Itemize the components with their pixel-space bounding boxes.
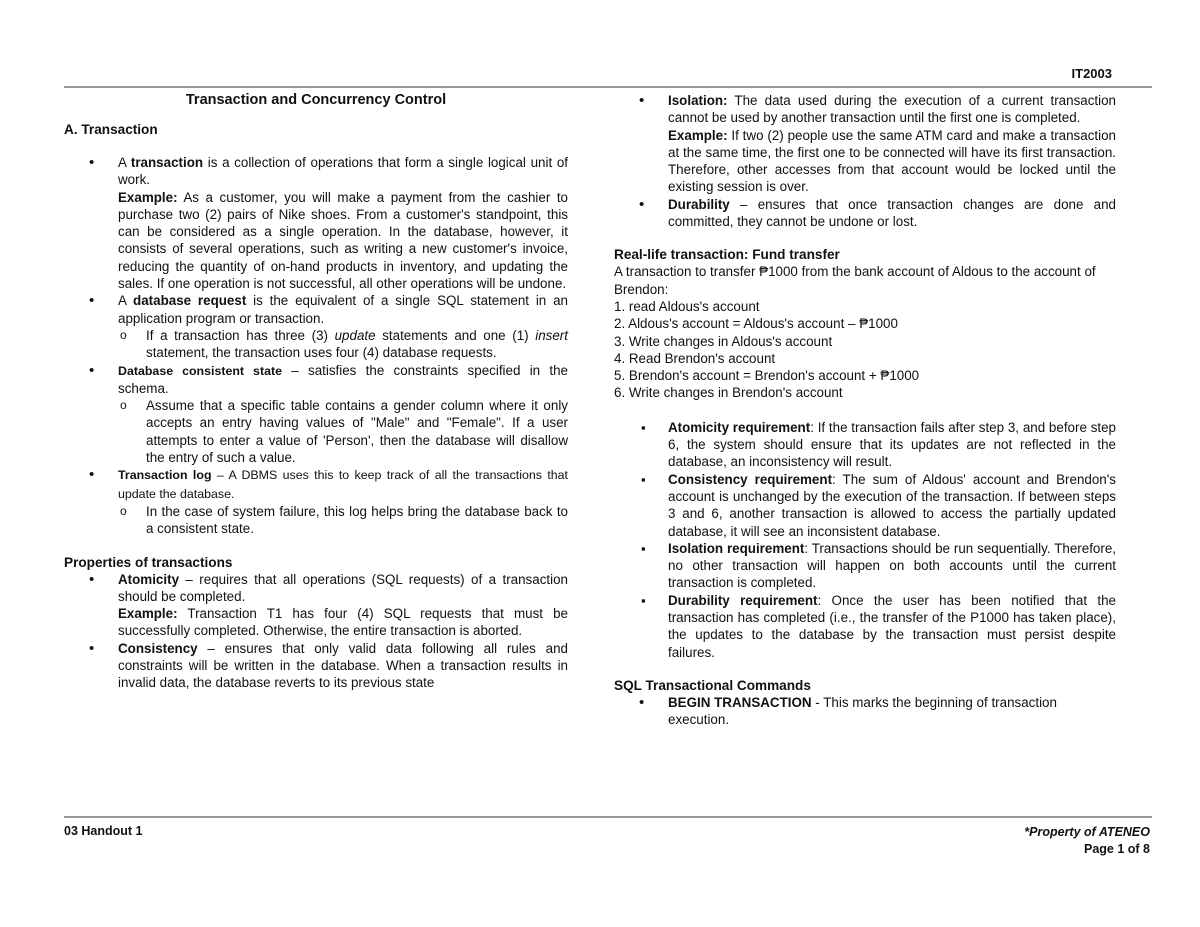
term-consistent-state: Database consistent state bbox=[118, 363, 282, 378]
step-item: 5. Brendon's account = Brendon's account + ₱1000 bbox=[614, 368, 920, 384]
properties-list bbox=[64, 571, 568, 692]
list-item-database-request bbox=[64, 292, 568, 361]
list-item-consistent-state bbox=[64, 362, 568, 467]
isolation-definition bbox=[668, 92, 1116, 127]
isolation-example bbox=[668, 127, 1116, 196]
left-column bbox=[64, 92, 568, 692]
fund-transfer-intro: A transaction to transfer ₱1000 from the bank account of Aldous to the account of Brendon: bbox=[614, 264, 1096, 297]
list-item-atomicity-requirement bbox=[614, 419, 1116, 471]
properties-heading: Properties of transactions bbox=[64, 554, 233, 570]
term-database-request: database request bbox=[133, 293, 247, 309]
example-text: Transaction T1 has four (4) SQL requests that must be successfully completed. Otherwise, the entire transaction is aborted. bbox=[118, 606, 568, 639]
text: The data used during the execution of a current transaction cannot be used by another transaction until the first one is completed. bbox=[668, 93, 1116, 126]
list-item-atomicity bbox=[64, 571, 568, 640]
example-text: If two (2) people use the same ATM card and make a transaction at the same time, the first one to be connected will have its first transaction. Therefore, other accesses from that account would be locked until the existing session is over. bbox=[668, 127, 1116, 195]
term-consistency: Consistency bbox=[118, 640, 198, 656]
page-number: Page 1 of 8 bbox=[1084, 842, 1150, 856]
text: A bbox=[118, 155, 131, 170]
term-transaction-log: Transaction log bbox=[118, 468, 212, 483]
header-rule bbox=[64, 86, 1152, 88]
list-item-consistency bbox=[64, 640, 568, 692]
fund-transfer-heading: Real-life transaction: Fund transfer bbox=[614, 247, 840, 263]
sub-list-item: o In the case of system failure, this log helps bring the database back to a consistent state. bbox=[118, 503, 568, 538]
list-item-transaction bbox=[64, 154, 568, 292]
sql-commands-heading: SQL Transactional Commands bbox=[614, 677, 811, 693]
text: is the equivalent of a single SQL statement in an application program or transaction. bbox=[118, 293, 568, 326]
consistency-definition bbox=[118, 640, 568, 692]
em-update: update bbox=[334, 327, 376, 343]
text: : The sum of Aldous' account and Brendon's account is unchanged by the execution of the transaction. If between steps 3 and 6, another transaction is allowed to access the partially updated database, it will see an inconsistent database. bbox=[668, 471, 1116, 539]
list-item-isolation-requirement bbox=[614, 540, 1116, 592]
transaction-definitions-list bbox=[64, 154, 568, 538]
text: – ensures that once transaction changes are done and committed, they cannot be undone or lost. bbox=[668, 196, 1116, 230]
step-item: 2. Aldous's account = Aldous's account – ₱1000 bbox=[614, 316, 898, 332]
text: – A DBMS uses this to keep track of all the transactions that update the database. bbox=[118, 468, 568, 501]
step-item: 1. read Aldous's account bbox=[614, 298, 760, 314]
fund-transfer-steps bbox=[614, 298, 1116, 402]
property-notice: *Property of ATENEO bbox=[1024, 825, 1150, 839]
example-text: As a customer, you will make a payment from the cashier to purchase two (2) pairs of Nike shoes. From a customer's standpoint, this can be considered as a single operation. In the database, however, it consists of several operations, such as writing a new customer's invoice, reducing the quantity of on-hand products in inventory, and updating the sales. If one operation is not successful, all other operations will be undone. bbox=[118, 189, 568, 292]
footer-rule bbox=[64, 816, 1152, 818]
text: – satisfies the constraints specified in the schema. bbox=[118, 362, 569, 396]
step-item: 6. Write changes in Brendon's account bbox=[614, 385, 843, 401]
properties-list-continued bbox=[614, 92, 1116, 230]
list-item-durability-requirement bbox=[614, 592, 1116, 661]
step-item: 4. Read Brendon's account bbox=[614, 350, 776, 366]
consistent-state-definition bbox=[118, 362, 568, 398]
term-atomicity-requirement: Atomicity requirement bbox=[668, 419, 811, 435]
term-isolation-requirement: Isolation requirement bbox=[668, 540, 805, 556]
text: If a transaction has three (3) bbox=[146, 327, 335, 343]
text: : Once the user has been notified that the transaction has completed (i.e., the transfer of the P1000 has taken place), the updates to the database by the transaction must persist despite failures. bbox=[668, 592, 1116, 660]
transaction-example bbox=[118, 189, 568, 293]
durability-definition bbox=[668, 196, 1116, 231]
text: statements and one (1) bbox=[375, 327, 536, 343]
term-atomicity: Atomicity bbox=[118, 571, 180, 587]
text: - This marks the beginning of transaction execution. bbox=[668, 694, 1057, 728]
example-label: Example: bbox=[118, 189, 178, 205]
sql-commands-list bbox=[614, 694, 1116, 729]
atomicity-definition bbox=[118, 571, 568, 606]
term-transaction: transaction bbox=[130, 155, 204, 170]
example-label: Example: bbox=[118, 606, 178, 622]
requirements-list bbox=[614, 419, 1116, 661]
section-a-heading: A. Transaction bbox=[64, 122, 158, 137]
text: – ensures that only valid data following all rules and constraints will be written in the database. When a transaction results in invalid data, the database reverts to its previous state bbox=[118, 640, 568, 691]
list-item-durability bbox=[614, 196, 1116, 231]
sub-list bbox=[118, 503, 568, 538]
handout-label: 03 Handout 1 bbox=[64, 824, 143, 838]
em-insert: insert bbox=[535, 327, 568, 343]
text: A bbox=[118, 293, 134, 309]
term-durability-requirement: Durability requirement bbox=[668, 592, 818, 608]
course-code: IT2003 bbox=[1071, 66, 1112, 81]
term-isolation: Isolation: bbox=[668, 93, 728, 108]
sub-list-item bbox=[118, 327, 568, 362]
list-item-consistency-requirement bbox=[614, 471, 1116, 540]
text: statement, the transaction uses four (4) database requests. bbox=[146, 345, 497, 361]
atomicity-example bbox=[118, 605, 568, 640]
text: : Transactions should be run sequentially. Therefore, no other transaction will happen on both accounts until the current transaction is completed. bbox=[668, 540, 1116, 591]
step-item: 3. Write changes in Aldous's account bbox=[614, 333, 833, 349]
example-label: Example: bbox=[668, 127, 728, 143]
right-column bbox=[614, 92, 1116, 729]
list-item-transaction-log bbox=[64, 466, 568, 537]
text: – requires that all operations (SQL requests) of a transaction should be completed. bbox=[118, 571, 568, 604]
footer-right bbox=[1024, 824, 1150, 858]
list-item-isolation bbox=[614, 92, 1116, 196]
document-title: Transaction and Concurrency Control bbox=[185, 92, 447, 108]
database-request-definition bbox=[118, 292, 568, 327]
sub-list-item: o Assume that a specific table contains a gender column where it only accepts an entry having values of "Male" and "Female". If a user attempts to enter a value of 'Person', then the database will disallow the entry of such a value. bbox=[118, 397, 568, 466]
text: : If the transaction fails after step 3, and before step 6, the system should ensure that its updates are not reflected in the database, an inconsistency will result. bbox=[668, 419, 1116, 470]
term-consistency-requirement: Consistency requirement bbox=[668, 471, 833, 487]
list-item-begin-transaction bbox=[614, 694, 1116, 729]
sub-list bbox=[118, 327, 568, 362]
transaction-log-definition bbox=[118, 466, 568, 503]
term-durability: Durability bbox=[668, 196, 730, 212]
sub-list bbox=[118, 397, 568, 466]
transaction-definition bbox=[118, 154, 568, 189]
term-begin-transaction: BEGIN TRANSACTION bbox=[668, 694, 812, 710]
text: is a collection of operations that form a single logical unit of work. bbox=[118, 155, 568, 188]
